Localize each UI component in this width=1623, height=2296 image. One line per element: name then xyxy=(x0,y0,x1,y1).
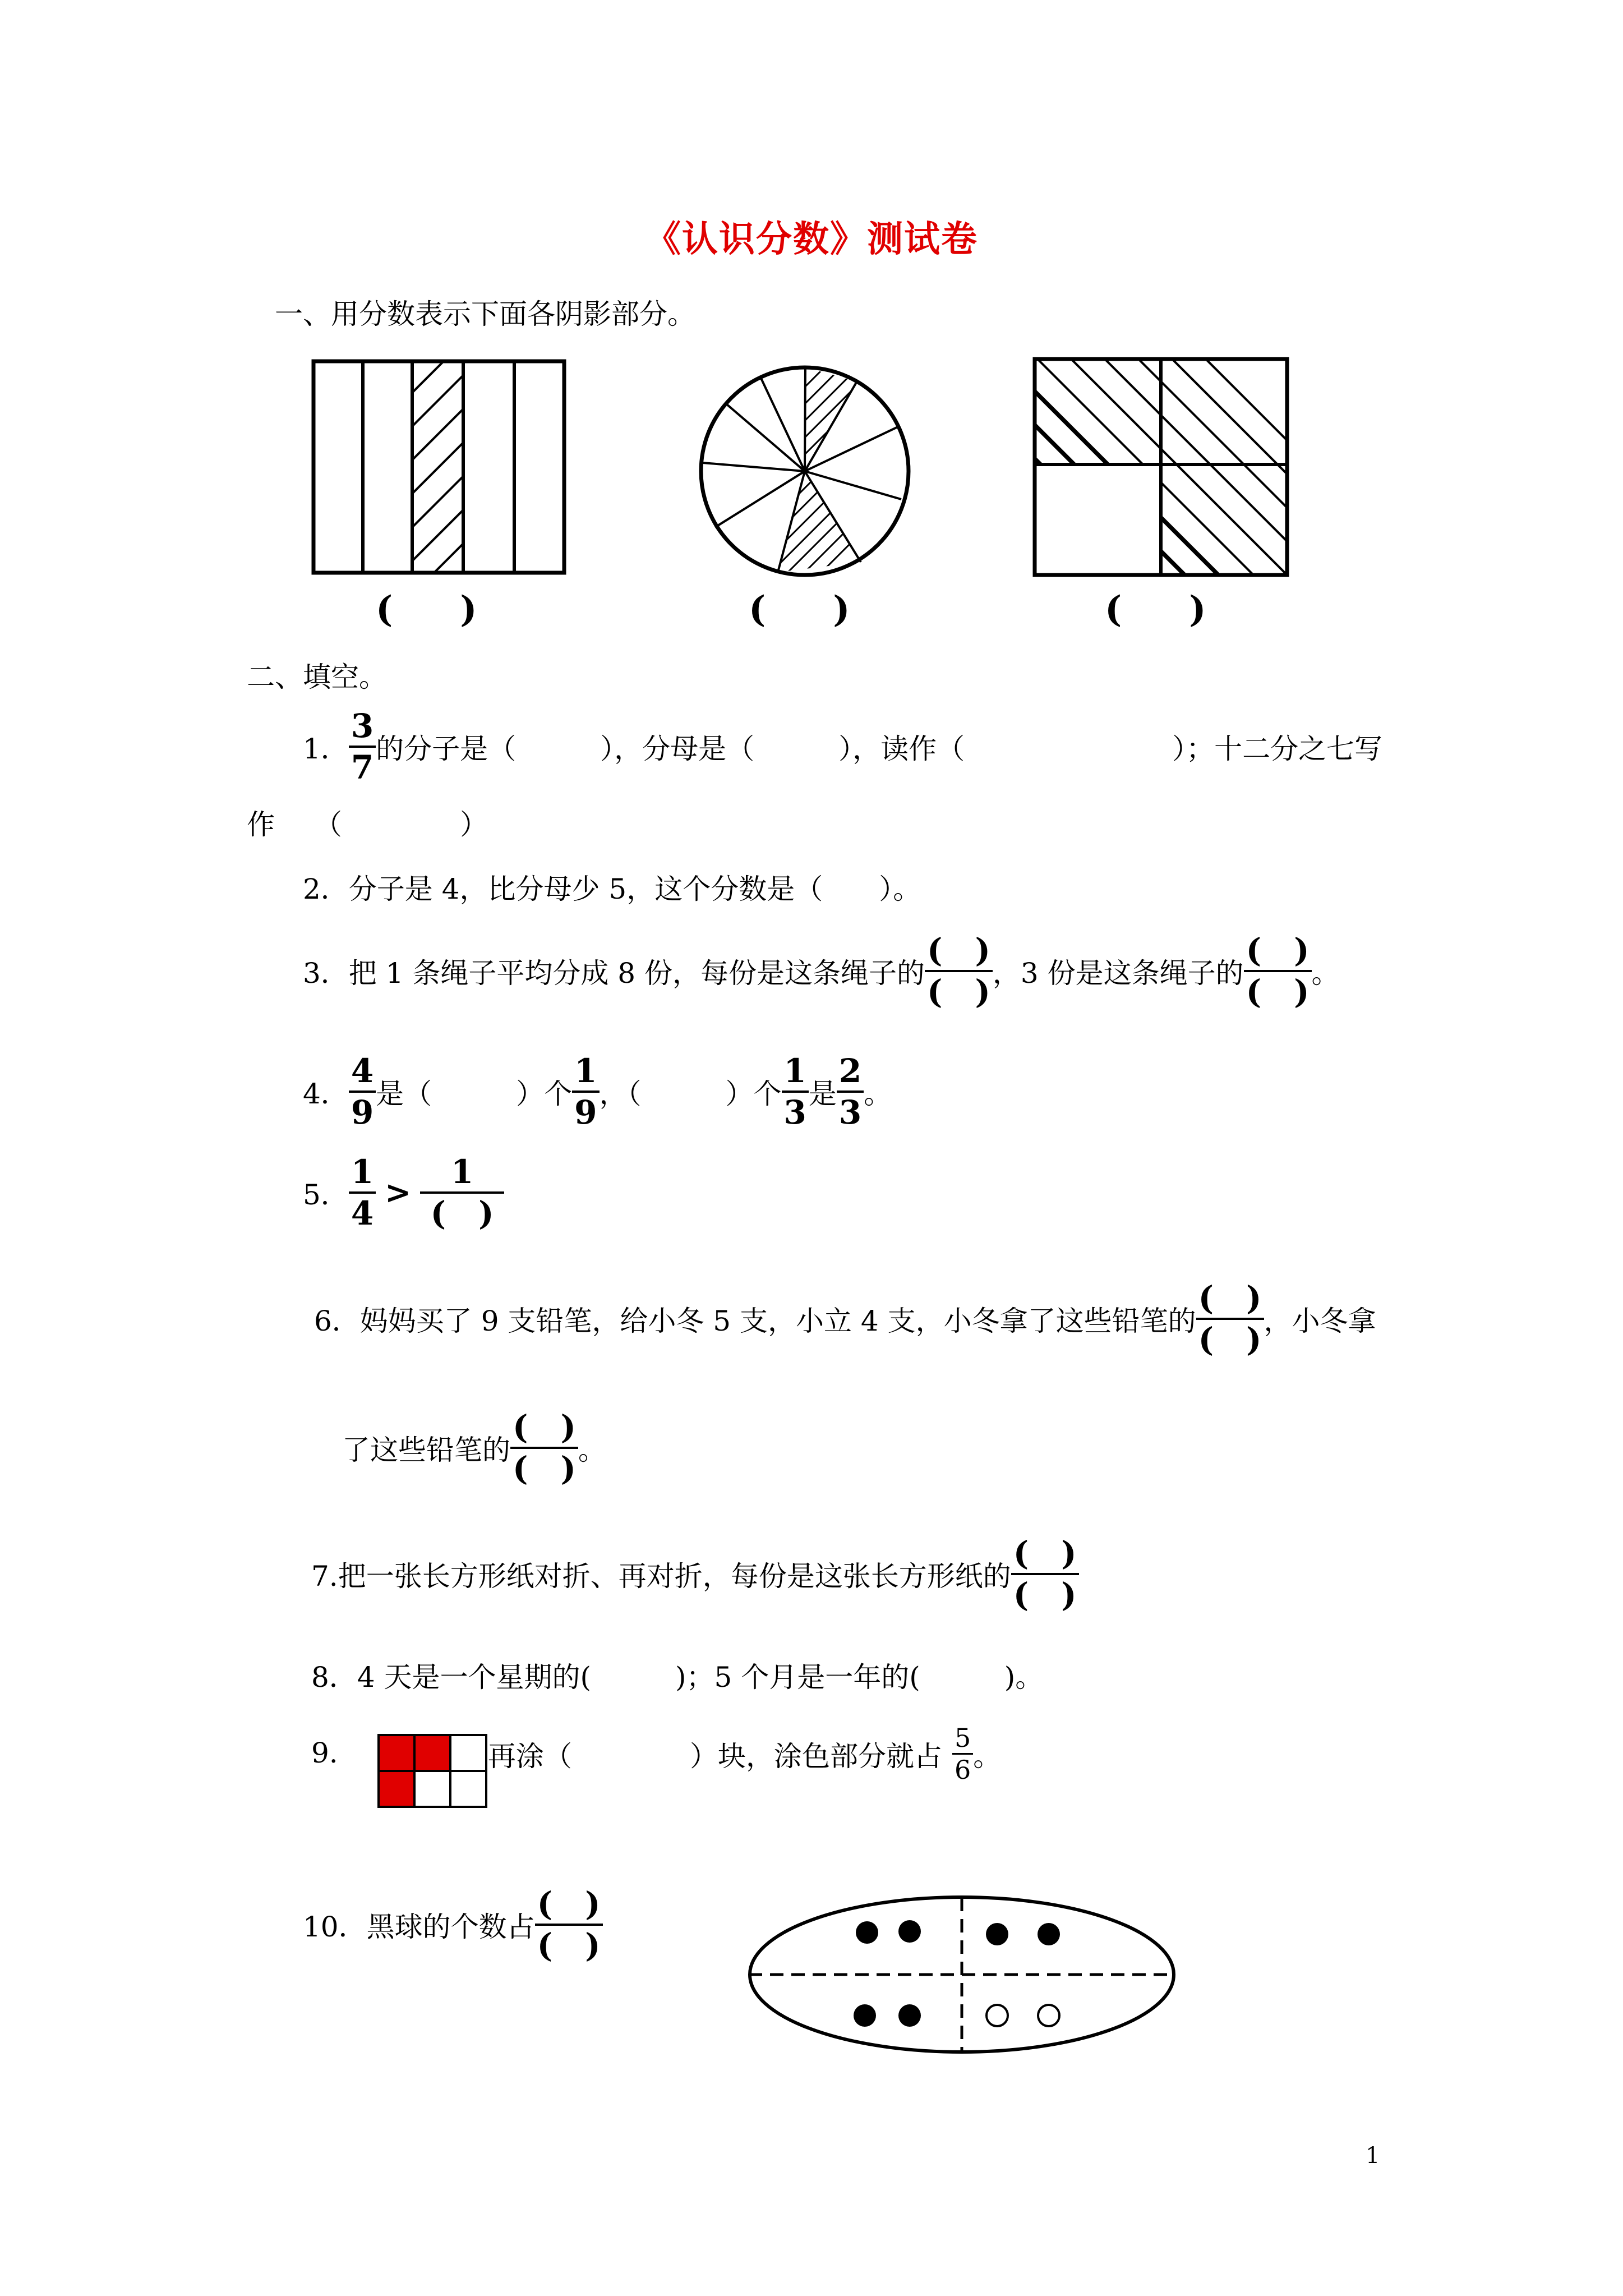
section1-heading: 一、用分数表示下面各阴影部分。 xyxy=(275,298,695,330)
question-1-cont: 作 （ ） xyxy=(247,808,488,841)
question-6-cont: 了这些铅笔的 ( ) ( ) 。 xyxy=(342,1408,606,1488)
figure-shaded-circle xyxy=(693,359,917,583)
figure-shaded-square xyxy=(1032,356,1290,578)
question-9-num: 9. xyxy=(311,1737,338,1769)
question-7: 7.把一张长方形纸对折、再对折，每份是这张长方形纸的 ( ) ( ) xyxy=(311,1537,1079,1611)
answer-blank-1[interactable]: ( ) xyxy=(376,588,477,631)
question-4: 4． 4 9 是（ ）个 1 9 ，（ ）个 1 3 是 2 3 。 xyxy=(303,1052,892,1131)
question-6: 6．妈妈买了 9 支铅笔，给小冬 5 支，小立 4 支，小冬拿了这些铅笔的 ( ) ( ) ，小冬拿 xyxy=(314,1279,1376,1359)
grid-3x2 xyxy=(377,1733,488,1811)
black-ball xyxy=(986,1923,1008,1945)
question-8: 8．4 天是一个星期的( )；5 个月是一年的( )。 xyxy=(311,1661,1044,1694)
section2-heading: 二、填空。 xyxy=(247,661,387,693)
white-ball xyxy=(1038,2005,1059,2026)
fraction-3-7: 3 7 xyxy=(349,710,376,784)
question-2: 2．分子是 4，比分母少 5，这个分数是（ ）。 xyxy=(303,873,921,905)
page-title: 《认识分数》测试卷 xyxy=(645,218,978,260)
black-ball xyxy=(898,1920,921,1943)
black-ball xyxy=(854,2004,876,2027)
answer-blank-3[interactable]: ( ) xyxy=(1105,588,1206,631)
ball-oval-diagram xyxy=(746,1893,1178,2056)
question-10: 10．黑球的个数占 ( ) ( ) xyxy=(303,1888,603,1962)
question-5: 5． 1 4 > 1 ( ) xyxy=(303,1156,504,1230)
fraction-blank[interactable]: ( ) ( ) xyxy=(925,934,993,1008)
black-ball xyxy=(898,2004,921,2027)
answer-blank-2[interactable]: ( ) xyxy=(749,588,850,631)
question-3: 3．把 1 条绳子平均分成 8 份，每份是这条绳子的 ( ) ( ) ，3 份是这条绳子的 ( ) ( ) 。 xyxy=(303,931,1340,1011)
black-ball xyxy=(1038,1923,1060,1945)
figure-striped-rectangle xyxy=(311,359,566,575)
page-number: 1 xyxy=(1366,2143,1380,2169)
black-ball xyxy=(856,1921,878,1944)
question-9: 再涂（ ）块，涂色部分就占 5 6 。 xyxy=(488,1723,1002,1785)
question-1: 1． 3 7 的分子是（ ），分母是（ ），读作（ ）；十二分之七写 xyxy=(303,707,1383,786)
white-ball xyxy=(986,2005,1008,2026)
fraction-blank[interactable]: ( ) ( ) xyxy=(1244,934,1312,1008)
